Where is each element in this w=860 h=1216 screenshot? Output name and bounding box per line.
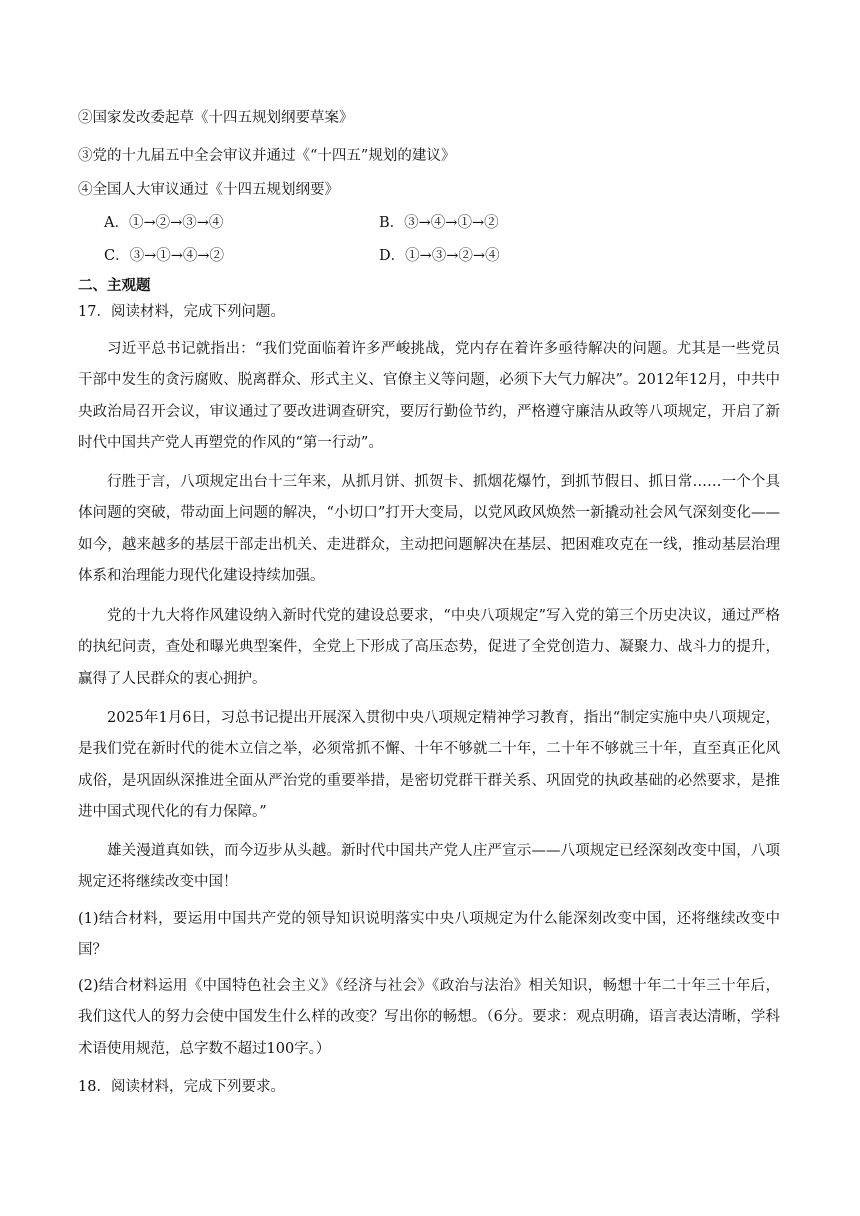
material-paragraph-2: 行胜于言，八项规定出台十三年来，从抓月饼、抓贺卡、抓烟花爆竹，到抓节假日、抓日常……一个个具体问题的突破，带动面上问题的解决，“小切口”打开大变局，以党风政风焕然一新撬动社会风气深刻变化——如今，越来越多的基层干部走出机关、走进群众，主动把问题解决在基层、把困难攻克在一线，推动基层治理体系和治理能力现代化建设持续加强。 — [78, 474, 780, 585]
event-item-4: ④全国人大审议通过《十四五规划纲要》 — [78, 182, 339, 198]
question-17-sub-1: (1)结合材料，要运用中国共产党的领导知识说明落实中央八项规定为什么能深刻改变中国，还将继续改变中国？ — [78, 911, 780, 959]
section-title: 二、主观题 — [78, 277, 151, 294]
option-b[interactable]: B．③→④→①→② — [379, 215, 499, 231]
material-paragraph-5: 雄关漫道真如铁，而今迈步从头越。新时代中国共产党人庄严宣示——八项规定已经深刻改变中国，八项规定还将继续改变中国！ — [78, 843, 780, 891]
material-paragraph-4: 2025年1月6日，习总书记提出开展深入贯彻中央八项规定精神学习教育，指出“制定实施中央八项规定，是我们党在新时代的徙木立信之举，必须常抓不懈、十年不够就二十年，二十年不够就三十年，直至真正化风成俗，是巩固纵深推进全面从严治党的重要举措，是密切党群干群关系、巩固党的执政基础的必然要求，是推进中国式现代化的有力保障。” — [78, 710, 780, 821]
question-17-stem: 17．阅读材料，完成下列问题。 — [78, 304, 285, 320]
option-a[interactable]: A．①→②→③→④ — [104, 215, 224, 231]
event-item-2: ②国家发改委起草《十四五规划纲要草案》 — [78, 110, 354, 126]
option-d[interactable]: D．①→③→②→④ — [379, 248, 500, 264]
event-item-3: ③党的十九届五中全会审议并通过《“十四五”规划的建议》 — [78, 148, 456, 164]
material-paragraph-3: 党的十九大将作风建设纳入新时代党的建设总要求，“中央八项规定”写入党的第三个历史决议，通过严格的执纪问责，查处和曝光典型案件，全党上下形成了高压态势，促进了全党创造力、凝聚力、战斗力的提升，赢得了人民群众的衷心拥护。 — [78, 608, 780, 687]
question-18-stem: 18．阅读材料，完成下列要求。 — [78, 1079, 285, 1095]
question-17-sub-2: (2)结合材料运用《中国特色社会主义》《经济与社会》《政治与法治》相关知识，畅想十年二十年三十年后，我们这代人的努力会使中国发生什么样的改变？写出你的畅想。（6分。要求：观点明确，语言表达清晰，学科术语使用规范，总字数不超过100字。） — [78, 978, 780, 1057]
option-c[interactable]: C．③→①→④→② — [104, 248, 225, 264]
material-paragraph-1: 习近平总书记就指出：“我们党面临着许多严峻挑战，党内存在着许多亟待解决的问题。尤其是一些党员干部中发生的贪污腐败、脱离群众、形式主义、官僚主义等问题，必须下大气力解决”。2012年12月，中共中央政治局召开会议，审议通过了要改进调查研究，要厉行勤俭节约，严格遵守廉洁从政等八项规定，开启了新时代中国共产党人再塑党的作风的“第一行动”。 — [78, 341, 780, 452]
